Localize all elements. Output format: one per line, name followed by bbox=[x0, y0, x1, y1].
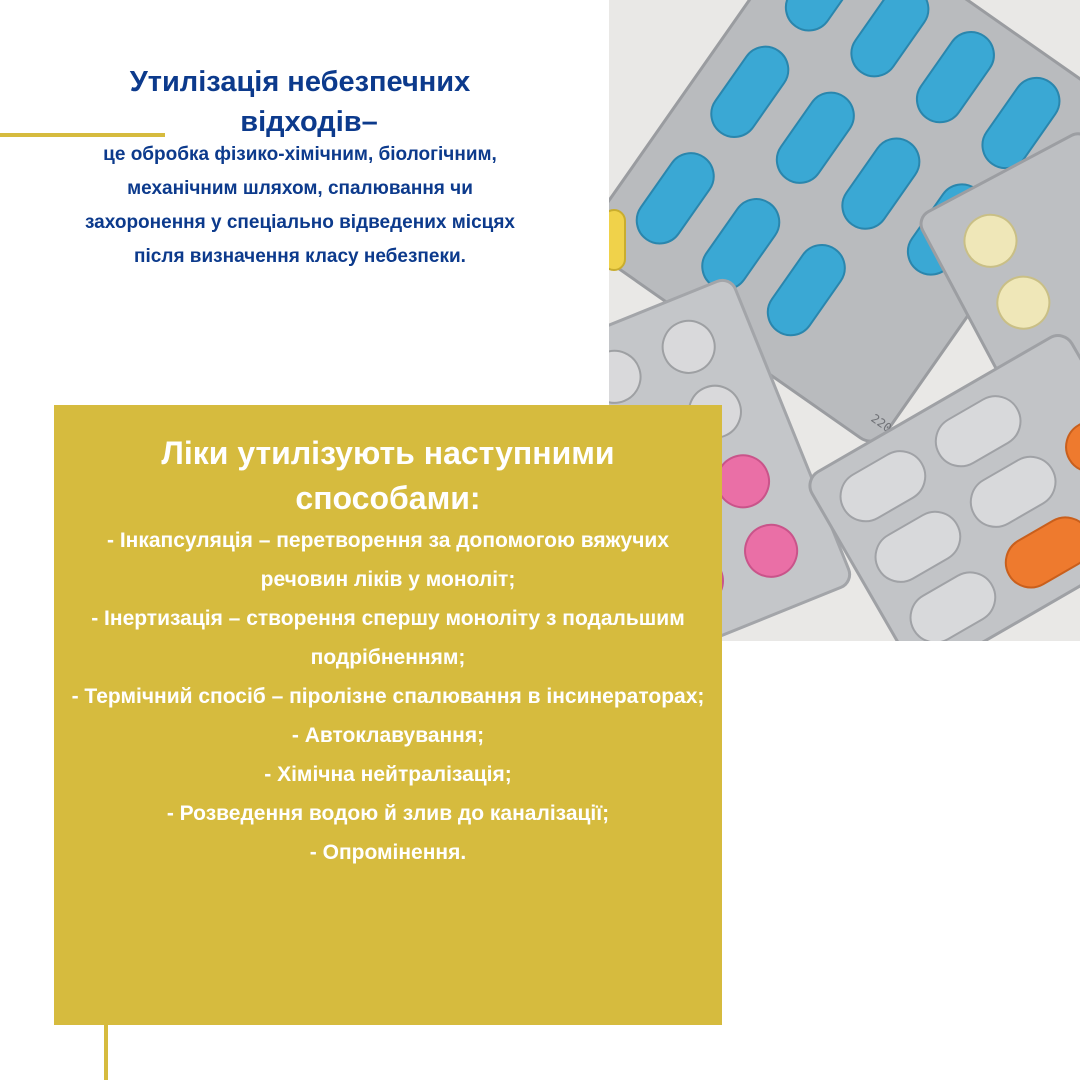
method-item-inertization: - Інертизація – створення спершу моноліту з подальшим подрібненням; bbox=[91, 607, 685, 669]
method-item-dilution-drain: - Розведення водою й злив до каналізації; bbox=[166, 802, 610, 825]
method-item-irradiation: - Опромінення. bbox=[309, 841, 467, 864]
gold-accent-line-vertical bbox=[104, 1024, 108, 1080]
intro-title-line1: Утилізація небезпечних bbox=[129, 66, 471, 98]
method-item-encapsulation: - Інкапсуляція – перетворення за допомогою вяжучих речовин ліків у моноліт; bbox=[107, 529, 669, 591]
method-item-chemical-neutralization: - Хімічна нейтралізація; bbox=[264, 763, 512, 786]
method-item-autoclaving: - Автоклавування; bbox=[291, 724, 485, 747]
methods-title: Ліки утилізують наступними способами: bbox=[161, 435, 615, 516]
methods-panel bbox=[54, 405, 722, 1025]
intro-definition: це обробка фізико-хімічним, біологічним, механічним шляхом, спалювання чи захоронення у спеціально відведених місцях після визначення класу небезпеки. bbox=[84, 144, 515, 267]
intro-title-line2: відходів– bbox=[240, 106, 378, 138]
intro-block bbox=[60, 62, 540, 274]
method-item-thermal: - Термічний спосіб – піролізне спалювання в інсинераторах; bbox=[71, 685, 705, 708]
intro-title bbox=[60, 62, 540, 142]
methods-list bbox=[54, 521, 722, 872]
